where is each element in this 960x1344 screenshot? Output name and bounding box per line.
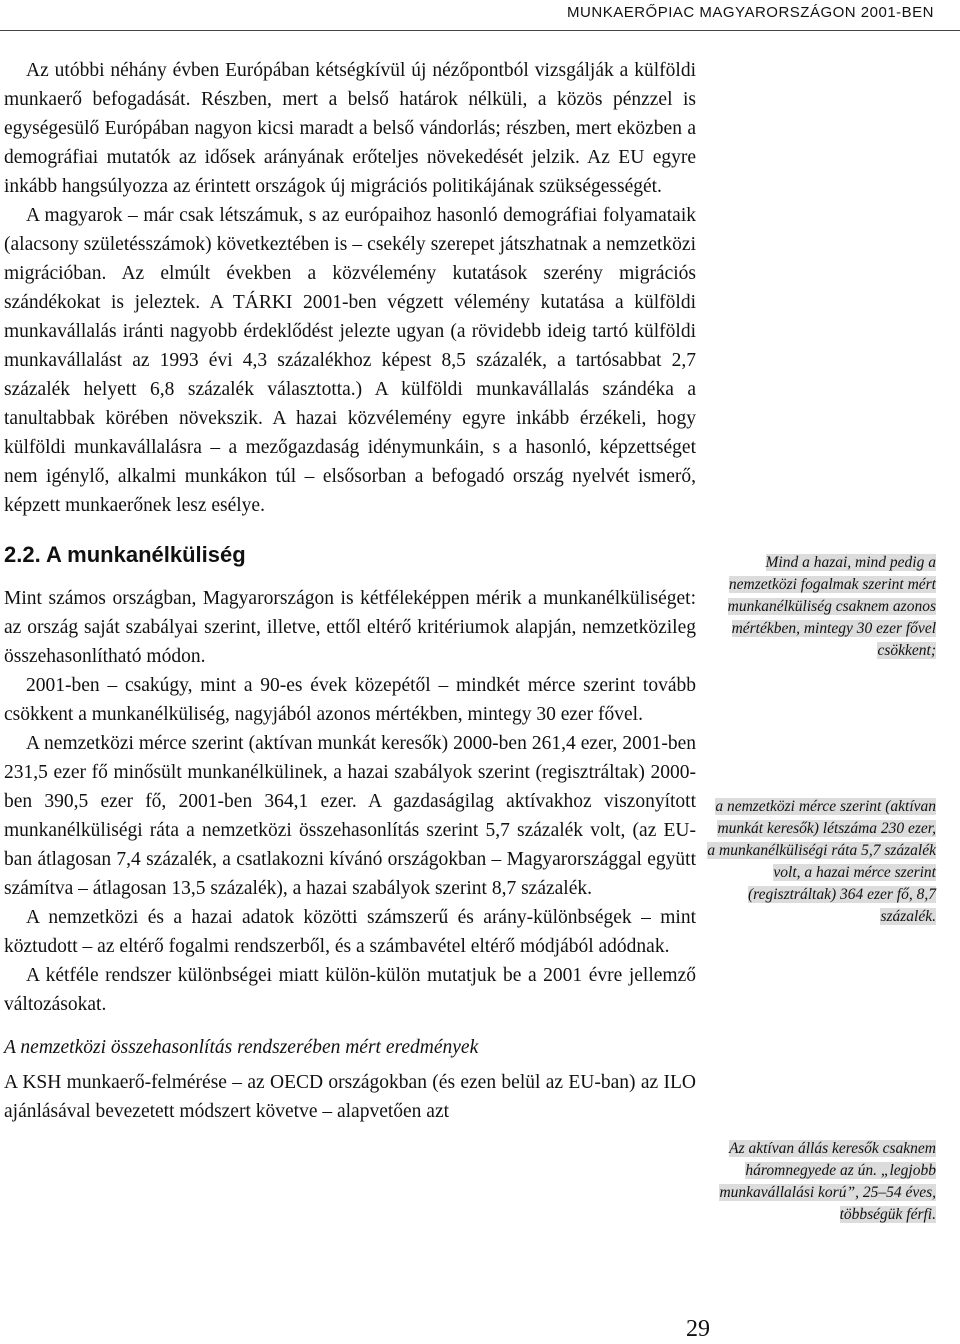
page-number: 29 [686, 1316, 710, 1342]
running-title: MUNKAERŐPIAC MAGYARORSZÁGON 2001-BEN [567, 4, 934, 21]
paragraph: Mint számos országban, Magyarországon is kétféleképpen mérik a munkanélküliséget: az ország saját szabályai szerint, illetve, ettől eltérő kritériumok alapján, nemzetközileg összehasonlítható módon. [4, 588, 696, 667]
sidebar-note-text: Az aktívan állás keresők csaknem háromnegyede az ún. „legjobb munkavállalási korú”, 25–54 éves, többségük férfi. [719, 1140, 936, 1223]
paragraph: Az utóbbi néhány évben Európában kétségkívül új nézőpontból vizsgálják a külföldi munkaerő befogadását. Részben, mert a belső határok nélküli, a közös pénzzel is egységesülő Európában nagyon kicsi maradt a belső vándorlás; részben, mert eközben a demográfiai mutatók az idősek arányának erőteljes növekedését jelzik. Az EU egyre inkább hangsúlyozza az érintett országok új migrációs politikájának szükségességét. [4, 60, 696, 197]
paragraph: 2001-ben – csakúgy, mint a 90-es évek közepétől – mindkét mérce szerint tovább csökkent a munkanélküliség, nagyjából azonos mértékben, mintegy 30 ezer fővel. [4, 675, 696, 725]
section-heading: 2.2. A munkanélküliség [4, 542, 246, 567]
sidebar-note-3 [706, 1138, 936, 1226]
sidebar-note-1 [706, 552, 936, 662]
main-text-column [4, 56, 696, 1126]
header-rule [0, 30, 960, 31]
paragraph: A nemzetközi és a hazai adatok közötti számszerű és arány-különbségek – mint köztudott – az eltérő fogalmi rendszerből, és a számbavétel eltérő módjából adódnak. [4, 907, 696, 957]
paragraph: A KSH munkaerő-felmérése – az OECD országokban (és ezen belül az EU-ban) az ILO ajánlásával bevezetett módszert követve – alapvetően azt [4, 1072, 696, 1122]
paragraph: A magyarok – már csak létszámuk, s az európaihoz hasonló demográfiai folyamataik (alacsony születésszámok) következtében is – csekély szerepet játszhatnak a nemzetközi migrációban. Az elmúlt években a közvélemény kutatások szerény migrációs szándékokat is jeleztek. A TÁRKI 2001-ben végzett vélemény kutatása a külföldi munkavállalás iránti nagyobb érdeklődést jelezte ugyan (a rövidebb ideig tartó külföldi munkavállalást az 1993 évi 4,3 százalékhoz képest 8,5 százalék, a tartósabbat 2,7 százalék helyett 6,8 százalék választotta.) A külföldi munkavállalás szándéka a tanultabbak körében növekszik. A hazai közvélemény egyre inkább érzékeli, hogy külföldi munkavállalásra – a mezőgazdaság idénymunkáin, s a hasonló, képzettséget nem igénylő, alkalmi munkákon túl – elsősorban a befogadó ország nyelvét ismerő, képzett munkaerőnek lesz esélye. [4, 205, 696, 516]
paragraph: A kétféle rendszer különbségei miatt külön-külön mutatjuk be a 2001 évre jellemző változásokat. [4, 965, 696, 1015]
sidebar-note-text: Mind a hazai, mind pedig a nemzetközi fogalmak szerint mért munkanélküliség csaknem azonos mértékben, mintegy 30 ezer fővel csökkent; [727, 554, 936, 659]
italic-subheading: A nemzetközi összehasonlítás rendszerében mért eredmények [4, 1037, 479, 1058]
sidebar-note-text: a nemzetközi mérce szerint (aktívan munkát keresők) létszáma 230 ezer, a munkanélküliségi ráta 5,7 százalék volt, a hazai mérce szerint (regisztráltak) 364 ezer fő, 8,7 százalék. [707, 798, 936, 925]
sidebar-note-2 [706, 796, 936, 928]
paragraph: A nemzetközi mérce szerint (aktívan munkát keresők) 2000-ben 261,4 ezer, 2001-ben 231,5 ezer fő minősült munkanélkülinek, a hazai szabályok szerint (regisztráltak) 2000-ben 390,5 ezer fő, 2001-ben 364,1 ezer. A gazdaságilag aktívakhoz viszonyított munkanélküliségi ráta a nemzetközi összehasonlítás szerint 5,7 százalék volt, (az EU-ban átlagosan 7,4 százalék, a csatlakozni kívánó országokban – Magyarországgal együtt számítva – átlagosan 13,5 százalék), a hazai szabályok szerint 8,7 százalék. [4, 733, 696, 899]
